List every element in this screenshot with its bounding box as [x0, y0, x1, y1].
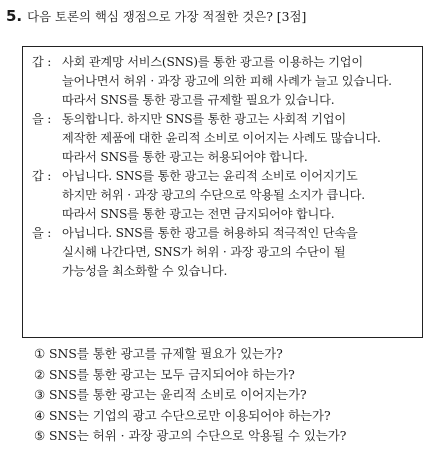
- utterance-line: 따라서 SNS를 통한 광고는 전면 금지되어야 합니다.: [62, 207, 335, 221]
- answer-option-3[interactable]: ③ SNS를 통한 광고는 윤리적 소비로 이어지는가?: [34, 387, 307, 403]
- debate-dialog: [32, 53, 418, 281]
- answer-option-2[interactable]: ② SNS를 통한 광고는 모두 금지되어야 하는가?: [34, 366, 295, 382]
- speaker-label: 을 :: [32, 112, 52, 126]
- debate-box: [22, 46, 423, 338]
- answer-option-5[interactable]: ⑤ SNS는 허위 · 과장 광고의 수단으로 악용될 수 있는가?: [34, 428, 347, 444]
- debate-turn: [32, 167, 418, 224]
- debate-turn: [32, 224, 418, 281]
- speaker-utterance: [62, 110, 418, 167]
- utterance-line: 하지만 허위 · 과장 광고의 수단으로 악용될 소지가 큽니다.: [62, 188, 365, 202]
- question-text: 다음 토론의 핵심 쟁점으로 가장 적절한 것은? [3점]: [27, 9, 307, 24]
- speaker-utterance: [62, 167, 418, 224]
- debate-turn: [32, 53, 418, 110]
- debate-turn: [32, 110, 418, 167]
- utterance-line: 동의합니다. 하지만 SNS를 통한 광고는 사회적 기업이: [62, 112, 346, 126]
- speaker-label: 갑 :: [32, 169, 52, 183]
- speaker-utterance: [62, 53, 418, 110]
- utterance-line: 아닙니다. SNS를 통한 광고를 허용하되 적극적인 단속을: [62, 226, 358, 240]
- answer-option-4[interactable]: ④ SNS는 기업의 광고 수단으로만 이용되어야 하는가?: [34, 407, 331, 423]
- answer-options: [34, 344, 424, 447]
- question-header: [6, 7, 426, 26]
- speaker-label: 갑 :: [32, 55, 52, 69]
- utterance-line: 따라서 SNS를 통한 광고는 허용되어야 합니다.: [62, 150, 308, 164]
- speaker-utterance: [62, 224, 418, 281]
- utterance-line: 가능성을 최소화할 수 있습니다.: [62, 264, 228, 278]
- utterance-line: 아닙니다. SNS를 통한 광고는 윤리적 소비로 이어지기도: [62, 169, 358, 183]
- answer-option-1[interactable]: ① SNS를 통한 광고를 규제할 필요가 있는가?: [34, 346, 283, 361]
- utterance-line: 실시해 나간다면, SNS가 허위 · 과장 광고의 수단이 될: [62, 245, 346, 259]
- utterance-line: 제작한 제품에 대한 윤리적 소비로 이어지는 사례도 많습니다.: [62, 131, 381, 145]
- utterance-line: 사회 관계망 서비스(SNS)를 통한 광고를 이용하는 기업이: [62, 55, 363, 69]
- utterance-line: 늘어나면서 허위 · 과장 광고에 의한 피해 사례가 늘고 있습니다.: [62, 74, 392, 88]
- utterance-line: 따라서 SNS를 통한 광고를 규제할 필요가 있습니다.: [62, 93, 335, 107]
- speaker-label: 을 :: [32, 226, 52, 240]
- question-number: 5.: [6, 7, 23, 25]
